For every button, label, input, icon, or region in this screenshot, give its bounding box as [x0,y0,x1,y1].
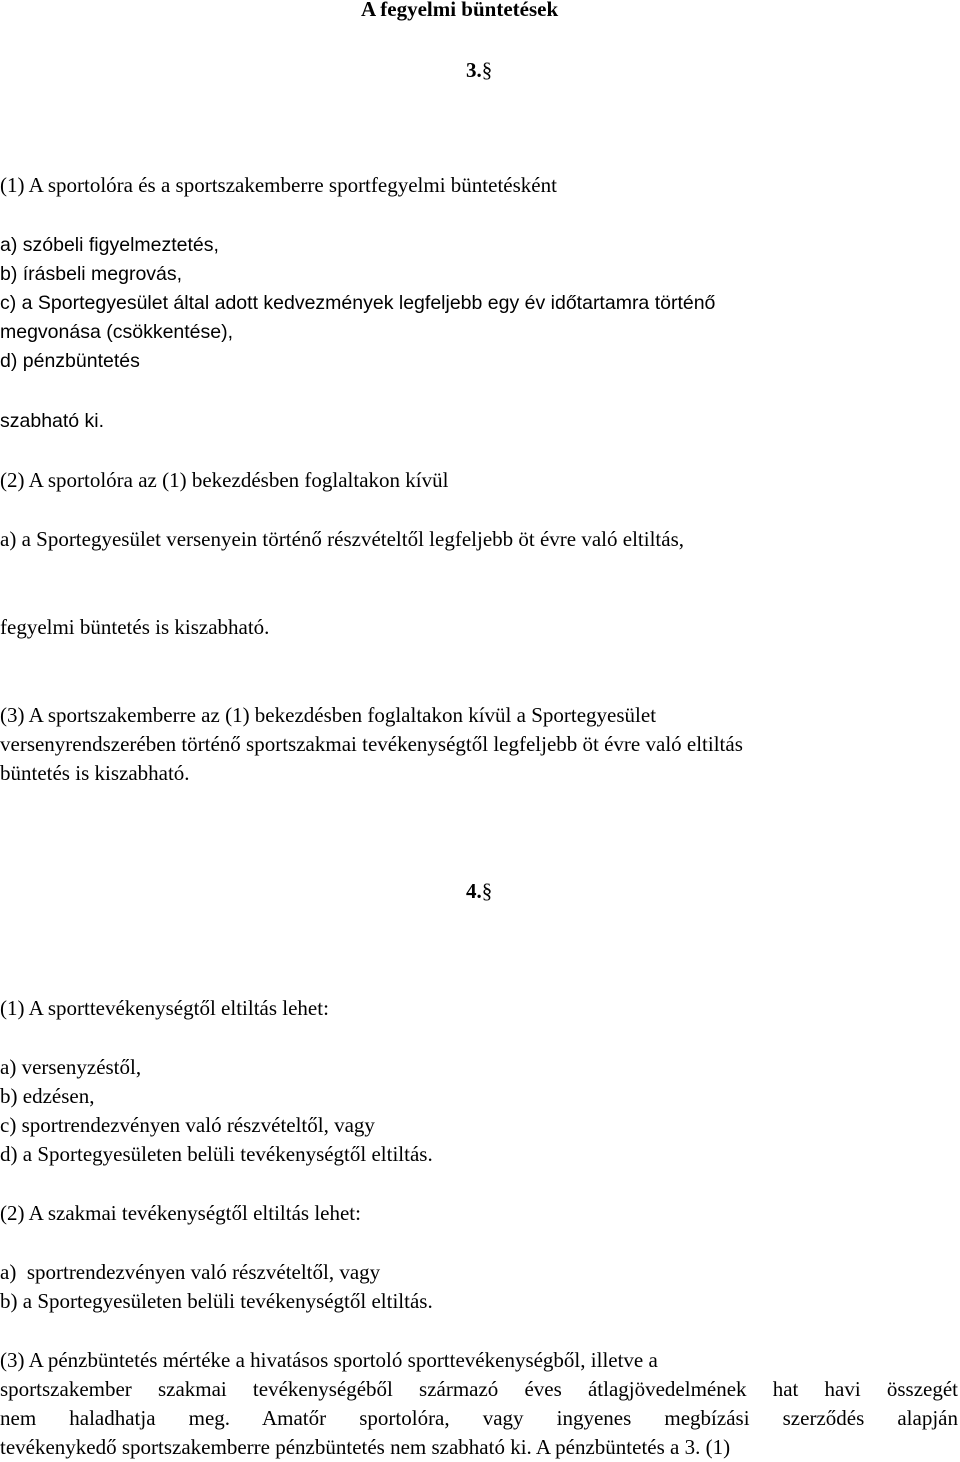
s4-p3-line1: (3) A pénzbüntetés mértéke a hivatásos sportoló sporttevékenységből, illetve a [0,1348,658,1372]
s4-p3-line4-text: tevékenykedő sportszakemberre pénzbüntetés nem szabható ki. A pénzbüntetés a 3. (1) [0,1435,731,1459]
s4-p3-line4 [0,1437,958,1458]
s3-p3-line3: büntetés is kiszabható. [0,761,190,785]
s3-p1-item-d: d) pénzbüntetés [0,350,140,372]
s3-p3-line1: (3) A sportszakemberre az (1) bekezdésben foglaltakon kívül a Sportegyesület [0,703,657,727]
s3-p1-item-c-line2: megvonása (csökkentése), [0,321,234,343]
s4-p1-item-b: b) edzésen, [0,1084,95,1108]
s4-p3-line2: sportszakember szakmai tevékenységéből származó éves átlagjövedelmének hat havi összegét [0,1377,958,1401]
s4-p1-item-d: d) a Sportegyesületen belüli tevékenységtől eltiltás. [0,1142,433,1166]
s4-p2-item-a: a) sportrendezvényen való részvételtől, vagy [0,1260,381,1284]
section-sign-icon: § [481,58,493,82]
s4-p1-intro: (1) A sporttevékenységtől eltiltás lehet: [0,996,329,1020]
section-3-heading [466,60,492,81]
section-4-number: 4. [466,879,482,903]
s3-p1-close: szabható ki. [0,410,105,432]
section-sign-icon: § [481,879,493,903]
s3-p1-item-a: a) szóbeli figyelmeztetés, [0,234,219,256]
s3-p1-item-c-line1: c) a Sportegyesület által adott kedvezmények legfeljebb egy év időtartamra történő [0,292,716,314]
s3-p2-close: fegyelmi büntetés is kiszabható. [0,615,270,639]
s4-p2-intro: (2) A szakmai tevékenységtől eltiltás lehet: [0,1201,361,1225]
s3-p1-intro: (1) A sportolóra és a sportszakemberre sportfegyelmi büntetésként [0,173,557,197]
s3-p3-line2: versenyrendszerében történő sportszakmai tevékenységtől legfeljebb öt évre való eltiltás [0,732,743,756]
document-title: A fegyelmi büntetések [361,0,559,21]
section-4-heading [466,881,492,902]
s3-p1-item-b: b) írásbeli megrovás, [0,263,183,285]
s3-p2-item-a: a) a Sportegyesület versenyein történő részvételtől legfeljebb öt évre való eltiltás, [0,527,684,551]
s4-p1-item-c: c) sportrendezvényen való részvételtől, vagy [0,1113,375,1137]
s4-p3-line3: nem haladhatja meg. Amatőr sportolóra, vagy ingyenes megbízási szerződés alapján [0,1406,958,1430]
s3-p2-intro: (2) A sportolóra az (1) bekezdésben foglaltakon kívül [0,468,449,492]
section-3-number: 3. [466,58,482,82]
s4-p2-item-b: b) a Sportegyesületen belüli tevékenységtől eltiltás. [0,1289,433,1313]
s4-p1-item-a: a) versenyzéstől, [0,1055,142,1079]
